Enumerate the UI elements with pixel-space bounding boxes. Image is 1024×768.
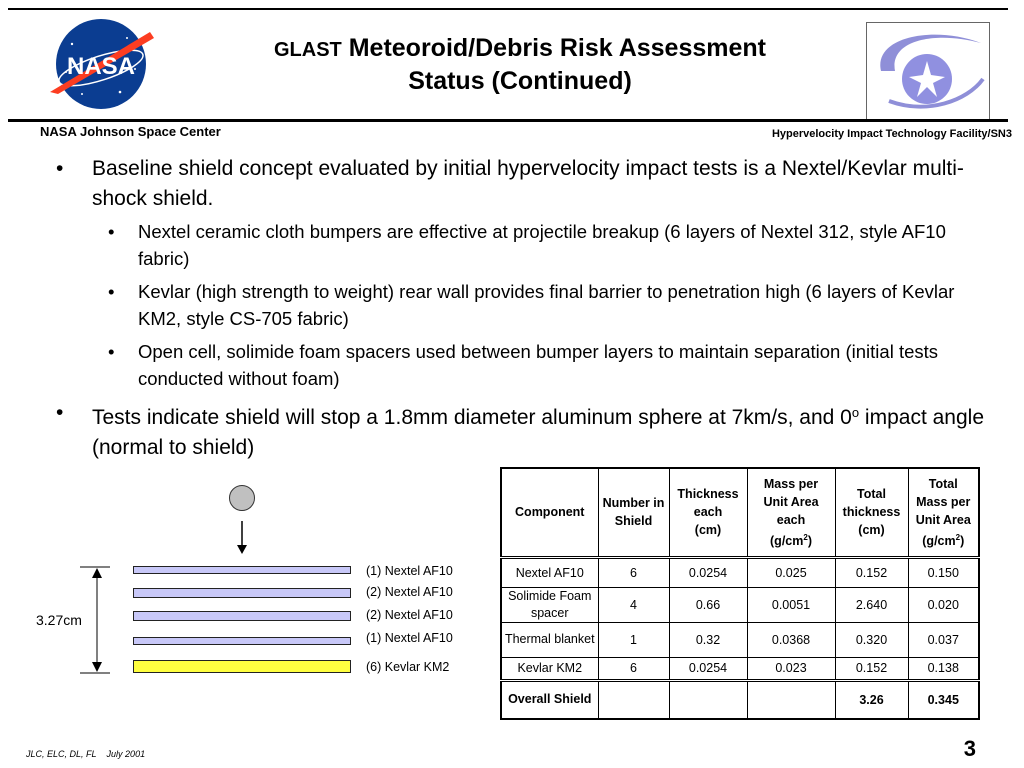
table-cell: Thermal blanket — [501, 622, 598, 657]
bullet-dot: • — [108, 221, 115, 242]
bullet-text: Tests indicate shield will stop a 1.8mm diameter aluminum sphere at 7km/s, and 0 — [92, 406, 852, 429]
table-cell: 0.320 — [835, 622, 908, 657]
table-cell: 0.0051 — [747, 587, 835, 622]
table-cell: 6 — [598, 557, 669, 587]
table-cell: 1 — [598, 622, 669, 657]
col-header-total-mass: Total Mass per Unit Area $(g/cm^2)$ — [908, 468, 979, 557]
degree-sup: o — [851, 405, 860, 420]
sub-bullet-text: Nextel ceramic cloth bumpers are effective at projectile breakup (6 layers of Nextel 312, style AF10 fabric) — [138, 221, 946, 269]
total-label: Overall Shield — [501, 680, 598, 719]
total-mass: 0.345 — [908, 680, 979, 719]
nextel-layer — [133, 637, 351, 645]
table-cell: 0.66 — [669, 587, 747, 622]
header-rule — [8, 119, 1008, 122]
layer-label: (6) Kevlar KM2 — [366, 660, 450, 674]
layer-label: (1) Nextel AF10 — [366, 564, 453, 578]
table-cell: 0.023 — [747, 657, 835, 680]
footer-date: July 2001 — [106, 749, 146, 759]
table-row — [501, 657, 979, 680]
sub-bullet-item — [56, 278, 986, 332]
col-header-total-thickness: Total thickness (cm) — [835, 468, 908, 557]
col-header-mass: Mass per Unit Area each $(g/cm^2)$ — [747, 468, 835, 557]
table-row — [501, 557, 979, 587]
title-line2: Status (Continued) — [408, 67, 632, 95]
table-total-row — [501, 680, 979, 719]
top-rule — [8, 8, 1008, 10]
table-cell: 0.037 — [908, 622, 979, 657]
page-number: 3 — [963, 736, 976, 761]
bullet-dot: • — [56, 401, 64, 424]
dimension-label: 3.27cm — [36, 612, 82, 628]
footer-credits — [26, 749, 145, 759]
table-cell: 0.0254 — [669, 657, 747, 680]
table-cell: 0.0254 — [669, 557, 747, 587]
table-cell — [669, 680, 747, 719]
col-header-number: Number in Shield — [598, 468, 669, 557]
bullet-item — [56, 154, 986, 214]
table-cell: 0.138 — [908, 657, 979, 680]
dimension-marker — [80, 566, 114, 676]
table-cell: Kevlar KM2 — [501, 657, 598, 680]
table-cell: 2.640 — [835, 587, 908, 622]
title-prefix: GLAST — [273, 39, 342, 61]
table-cell: 0.0368 — [747, 622, 835, 657]
table-cell: Solimide Foam spacer — [501, 587, 598, 622]
layer-label: (1) Nextel AF10 — [366, 631, 453, 645]
table-cell: 0.020 — [908, 587, 979, 622]
col-header-thickness: Thickness each (cm) — [669, 468, 747, 557]
table-cell: 0.152 — [835, 557, 908, 587]
footer-authors: JLC, ELC, DL, FL — [26, 749, 97, 759]
nextel-layer — [133, 566, 351, 574]
nasa-logo — [42, 14, 160, 114]
table-cell — [598, 680, 669, 719]
sub-bullet-text: Open cell, solimide foam spacers used between bumper layers to maintain separation (initial tests conducted without foam) — [138, 341, 939, 389]
total-thickness: 3.26 — [835, 680, 908, 719]
bullet-list — [56, 154, 986, 467]
bullet-text: Baseline shield concept evaluated by initial hypervelocity impact tests is a Nextel/Kevlar multi-shock shield. — [92, 157, 964, 210]
bullet-item — [56, 398, 986, 463]
shield-table — [500, 467, 980, 720]
glast-logo — [866, 22, 990, 120]
table-cell: 0.025 — [747, 557, 835, 587]
layer-label: (2) Nextel AF10 — [366, 585, 453, 599]
nextel-layer — [133, 588, 351, 598]
sub-bullet-item — [56, 338, 986, 392]
table-cell: 4 — [598, 587, 669, 622]
bullet-dot: • — [108, 341, 115, 362]
layer-label: (2) Nextel AF10 — [366, 608, 453, 622]
org-left: NASA Johnson Space Center — [40, 124, 221, 139]
table-cell: 0.32 — [669, 622, 747, 657]
col-header-component: Component — [501, 468, 598, 557]
bullet-dot: • — [108, 281, 115, 302]
table-header-row — [501, 468, 979, 557]
table-row — [501, 587, 979, 622]
table-row — [501, 622, 979, 657]
kevlar-layer — [133, 660, 351, 673]
impact-arrow — [236, 521, 248, 555]
table-cell: 6 — [598, 657, 669, 680]
sub-bullet-text: Kevlar (high strength to weight) rear wall provides final barrier to penetration high (6 layers of Kevlar KM2, style CS-705 fabric) — [138, 281, 955, 329]
bullet-text-end: impact angle (normal to shield) — [92, 406, 984, 459]
table-cell — [747, 680, 835, 719]
table-cell: 0.150 — [908, 557, 979, 587]
page-title — [200, 33, 840, 97]
org-right: Hypervelocity Impact Technology Facility/SN3 — [771, 128, 1012, 140]
projectile-sphere — [229, 485, 255, 511]
bullet-dot: • — [56, 157, 64, 180]
title-line1: Meteoroid/Debris Risk Assessment — [348, 34, 766, 62]
nextel-layer — [133, 611, 351, 621]
table-cell: 0.152 — [835, 657, 908, 680]
table-cell: Nextel AF10 — [501, 557, 598, 587]
svg-text:NASA: NASA — [66, 53, 136, 80]
sub-bullet-item — [56, 218, 986, 272]
